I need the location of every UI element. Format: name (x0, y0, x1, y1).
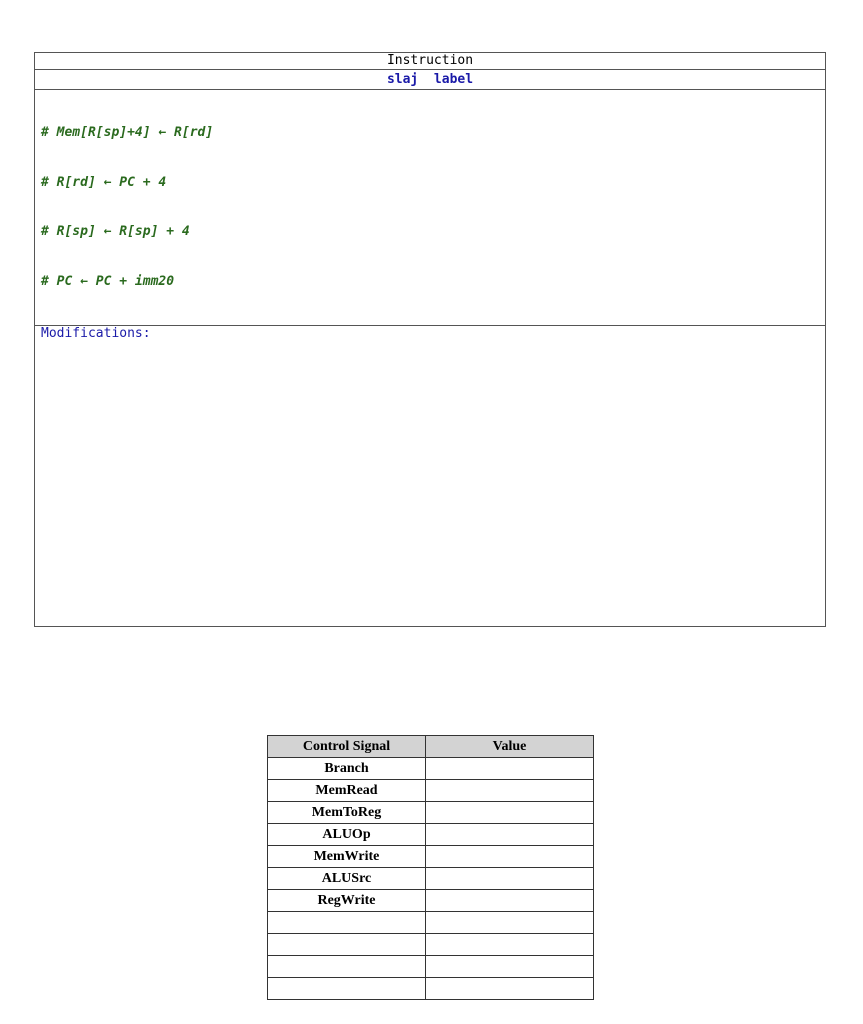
value-cell[interactable] (426, 890, 594, 912)
modifications-label: Modifications: (41, 326, 151, 341)
header-control-signal: Control Signal (268, 736, 426, 758)
table-row (268, 846, 594, 868)
instruction-syntax: slaj label (35, 70, 825, 90)
signal-cell[interactable] (268, 934, 426, 956)
signal-cell: MemWrite (268, 846, 426, 868)
table-header-row (268, 736, 594, 758)
comment-line: # Mem[R[sp]+4] ← R[rd] (41, 125, 214, 140)
value-cell[interactable] (426, 912, 594, 934)
control-signal-table (267, 735, 594, 1000)
instruction-title: Instruction (35, 53, 825, 70)
table-row (268, 934, 594, 956)
comment-line: # PC ← PC + imm20 (41, 273, 175, 289)
value-cell[interactable] (426, 780, 594, 802)
value-cell[interactable] (426, 868, 594, 890)
table-row (268, 868, 594, 890)
signal-cell: Branch (268, 758, 426, 780)
value-cell[interactable] (426, 978, 594, 1000)
value-cell[interactable] (426, 802, 594, 824)
value-cell[interactable] (426, 934, 594, 956)
comment-line: # R[rd] ← PC + 4 (41, 174, 167, 190)
comment-line: # R[sp] ← R[sp] + 4 (41, 224, 190, 239)
signal-cell[interactable] (268, 912, 426, 934)
value-cell[interactable] (426, 758, 594, 780)
modifications-area[interactable] (35, 326, 825, 342)
table-row (268, 758, 594, 780)
signal-cell: ALUSrc (268, 868, 426, 890)
table-row (268, 780, 594, 802)
value-cell[interactable] (426, 956, 594, 978)
header-value: Value (426, 736, 594, 758)
value-cell[interactable] (426, 824, 594, 846)
table-row (268, 824, 594, 846)
value-cell[interactable] (426, 846, 594, 868)
table-row (268, 956, 594, 978)
signal-cell: ALUOp (268, 824, 426, 846)
table-row (268, 978, 594, 1000)
table-row (268, 802, 594, 824)
instruction-box (34, 52, 826, 627)
signal-cell: RegWrite (268, 890, 426, 912)
instruction-comments (35, 90, 825, 326)
signal-cell[interactable] (268, 956, 426, 978)
table-row (268, 912, 594, 934)
signal-cell: MemToReg (268, 802, 426, 824)
signal-cell: MemRead (268, 780, 426, 802)
table-row (268, 890, 594, 912)
signal-cell[interactable] (268, 978, 426, 1000)
